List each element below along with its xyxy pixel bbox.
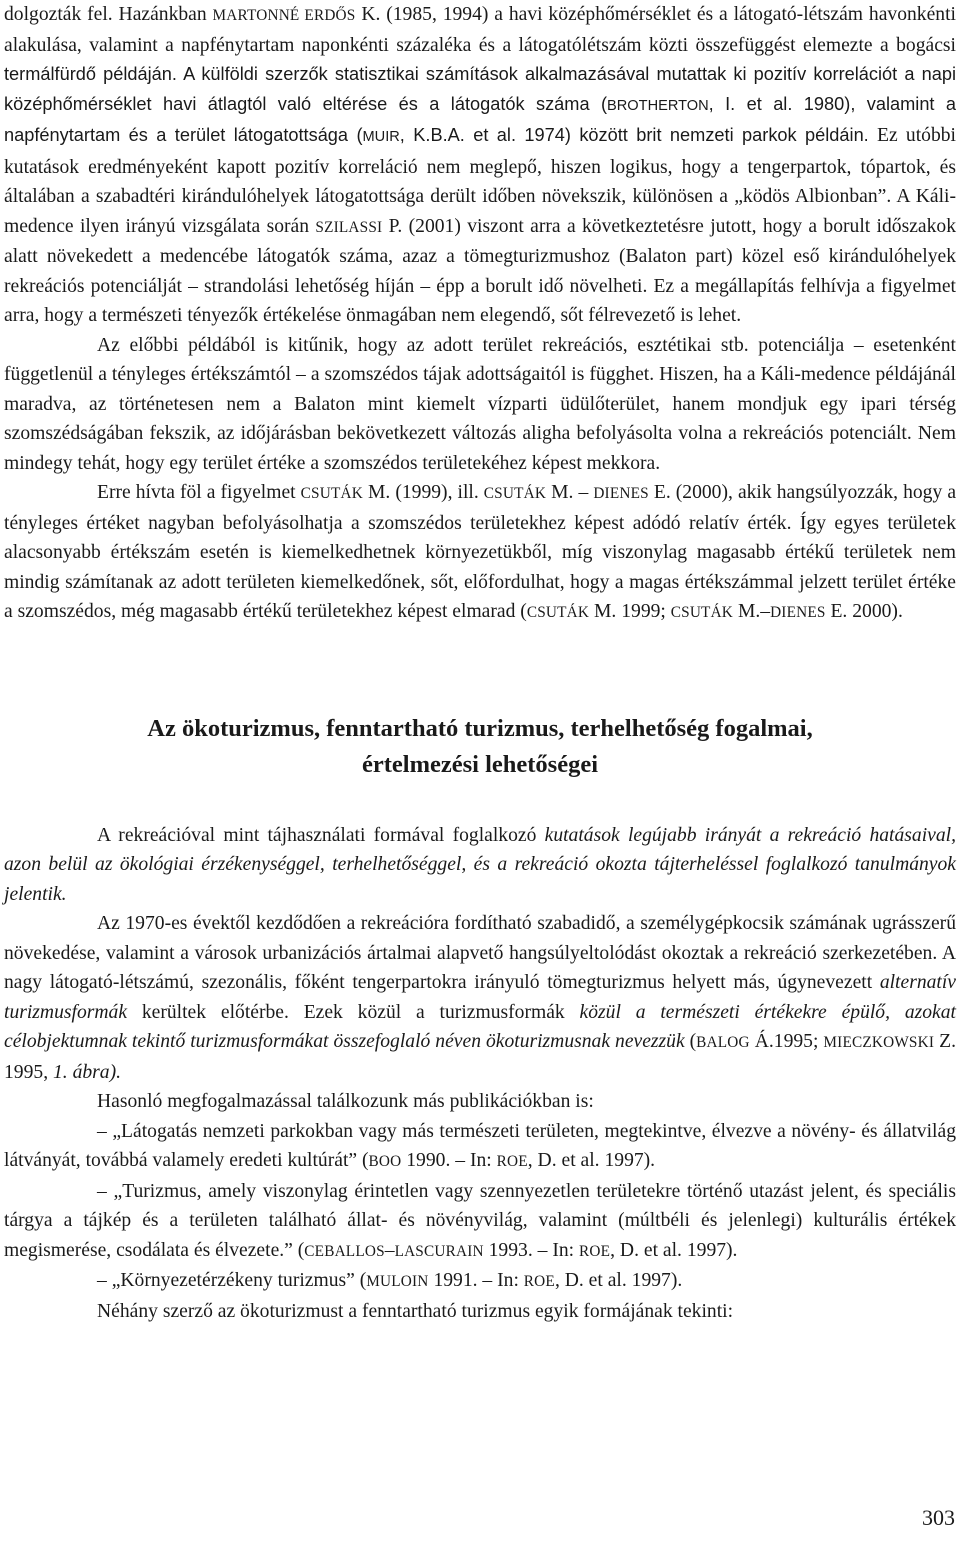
heading-line-2: értelmezési lehetőségei — [361, 750, 599, 778]
text-run: Erre hívta föl a figyelmet — [97, 482, 301, 503]
text-run: Ez utóbbi kutatások eredményeként kapott pozitív korreláció nem meglepő, hiszen logikus, hogy a tengerpartok, tópartok, és általában a szabadtéri kirándulóhelyek látogatottsága derült időben növekszik, különösen a „ködös Albionban”. A Káli-medence ilyen irányú vizsgálata során — [4, 125, 956, 237]
author-name: BALOG — [696, 1034, 750, 1051]
quote-2 — [4, 1177, 956, 1267]
author-name: MULOIN — [366, 1273, 429, 1290]
author-name: ROE — [496, 1153, 528, 1170]
text-run: ( — [684, 1031, 697, 1052]
paragraph-1 — [4, 0, 956, 331]
text-run: Az 1970-es évektől kezdődően a rekreációra fordítható szabadidő, a személygépkocsik számának ugrásszerű növekedése, valamint a városok urbanizációs ártalmai alapvető hangsúlyeltolódást okoztak a rekreáció szerkezetében. A nagy látogató-létszámú, szezonális, főként tengerpartokra irányuló tömegturizmus helyett más, úgynevezett — [4, 913, 956, 993]
text-run: E. (2000), akik hangsúlyozzák, hogy a tényleges értéket nagyban befolyásolhatja a szomszédos területekhez képest adódó relatív érték. Így egyes területek alacsonyabb értékszám esetén is kiemelkedhetnek környezetükből, míg viszonylag magasabb értékű területek nem mindig számítanak az adott területen kiemelkedőnek, sőt, előfordulhat, hogy a magas értékszámmal jelzett terület értéke a szomszédos, még magasabb értékű területekhez képest elmarad ( — [4, 482, 957, 622]
text-run: , I. et al. 1980), valamint a napfénytartam és a terület látogatottsága ( — [4, 93, 957, 145]
paragraph-3 — [4, 478, 956, 628]
text-run: – — [384, 1239, 395, 1261]
text-run: , D. et al. 1997). — [554, 1270, 683, 1291]
text-run: , K.B.A. et al. 1974) között brit nemzeti parkok példáin. — [399, 125, 869, 145]
text-run: A rekreációval mint tájhasználati formával foglalkozó — [97, 824, 545, 846]
heading-line-1: Az ökoturizmus, fenntartható turizmus, terhelhetőség fogalmai, — [147, 714, 813, 742]
author-name: CSUTÁK — [670, 604, 734, 621]
author-name: ROE — [523, 1273, 555, 1290]
italic-text: 1. ábra). — [52, 1061, 122, 1083]
italic-text: közül a természeti értékekre épülő, azokat célobjektumnak tekintő turizmusformákat összefoglaló néven ökoturizmusnak nevezzük — [4, 1001, 956, 1052]
author-name: ROE — [578, 1242, 611, 1260]
text-run: termálfürdő példáján. A külföldi szerzők statisztikai számítások alkalmazásával mutattak ki pozitív korrelációt a napi középhőmérséklet havi átlagtól való eltérése és a látogatók száma ( — [4, 64, 956, 114]
author-name: MUIR — [362, 129, 400, 145]
author-name: BROTHERTON — [607, 97, 709, 114]
author-name: BOO — [368, 1153, 402, 1170]
text-run: M. – — [546, 482, 594, 503]
paragraph-4 — [4, 821, 956, 910]
paragraph-6: Hasonló megfogalmazással találkozunk más publikációkban is: — [97, 1091, 594, 1112]
author-name: SZILASSI — [315, 218, 383, 236]
page-number: 303 — [922, 1505, 955, 1530]
quote-3 — [4, 1266, 956, 1297]
text-run: 1991. – In: — [428, 1270, 524, 1291]
author-name: CEBALLOS — [304, 1242, 385, 1260]
text-run: P. (2001) viszont arra a következtetésre jutott, hogy a borult időszakok alatt növekedett a medencébe látogatók száma, azaz a tömegturizmushoz (Balaton part) közel eső kirándulóhelyek rekreációs potenciálját – strandolási lehetőség híján – épp a borult idő növelheti. Ez a megállapítás felhívja a figyelmet arra, hogy a természeti tényezők értékelése önmagában nem elegendő, sőt félrevezető is lehet. — [4, 215, 957, 326]
text-run: M. (1999), ill. — [362, 482, 484, 503]
text-run: 1993. – In: — [483, 1239, 579, 1261]
text-run: – „Turizmus, amely viszonylag érintetlen vagy szennyezetlen területekre történő utazást jelent, és speciális tárgya a tájkép és a területen található állat- és növényvilág, valamint (múltbéli és jelenlegi) kulturális értékek megismerése, csodálata és élvezete.” ( — [4, 1180, 956, 1261]
text-run: K. (1985, 1994) a havi középhőmérséklet és a látogató-létszám havonkénti alakulása, valamint a napfénytartam naponkénti százaléka és a látogatólétszám közti összefüggést elemezte a bogácsi — [4, 4, 956, 56]
section-heading — [4, 711, 956, 783]
text-run: M.– — [733, 601, 771, 622]
text-run: 1990. – In: — [401, 1150, 497, 1171]
text-run: – „Környezetérzékeny turizmus” ( — [97, 1270, 367, 1291]
text-run: Á.1995; — [749, 1031, 824, 1052]
author-name: CSUTÁK — [526, 604, 590, 621]
text-run: , D. et al. 1997). — [527, 1150, 656, 1171]
italic-text: kutatások legújabb irányát a rekreáció hatásaival, azon belül az ökológiai érzékenységgel, terhelhetőséggel, és a rekreáció okozta tájterheléssel foglalkozó tanulmányok jelentik. — [4, 824, 956, 905]
italic-text: alternatív turizmusformák — [4, 972, 956, 1023]
text-run: kerültek előtérbe. Ezek közül a turizmusformák — [127, 1001, 580, 1023]
page-body — [4, 0, 956, 1326]
paragraph-2: Az előbbi példából is kitűnik, hogy az adott terület rekreációs, esztétikai stb. potenciálja – esetenként függetlenül a tényleges értékszámtól – a szomszédos tájak adottságaitól is függhet. Hiszen, ha a Káli-medence példájánál maradva, az történetesen nem a Balaton mint kiemelt vízparti üdülőterület, hanem mondjuk egy ipari térség szomszédságában fekszik, az időjárásban bekövetkezett változás aligha befolyásolta volna a rekreációs potenciált. Nem mindegy tehát, hogy egy terület értéke a szomszédos területekéhez képest mekkora. — [4, 334, 956, 474]
paragraph-7: Néhány szerző az ökoturizmust a fenntartható turizmus egyik formájának tekinti: — [97, 1300, 734, 1322]
text-run: , D. et al. 1997). — [610, 1239, 738, 1261]
quote-1 — [4, 1117, 956, 1177]
author-name: MIECZKOWSKI — [823, 1034, 935, 1051]
paragraph-5 — [4, 909, 956, 1087]
author-name: CSUTÁK — [300, 485, 363, 502]
author-name: DIENES — [770, 604, 826, 621]
author-name: CSUTÁK — [483, 485, 547, 502]
text-run: E. 2000). — [825, 601, 903, 622]
author-name: MARTONNÉ ERDŐS — [212, 7, 356, 24]
author-name: LASCURAIN — [394, 1242, 484, 1260]
text-run: M. 1999; — [589, 601, 671, 622]
text-run: – „Látogatás nemzeti parkokban vagy más természeti területen, megtekintve, élvezve a növény- és állatvilág látványát, továbbá valamely eredeti kultúrát” ( — [4, 1120, 956, 1171]
text-run: Z. 1995, — [4, 1031, 956, 1083]
author-name: DIENES — [593, 485, 649, 502]
text-run: dolgozták fel. Hazánkban — [4, 4, 213, 25]
